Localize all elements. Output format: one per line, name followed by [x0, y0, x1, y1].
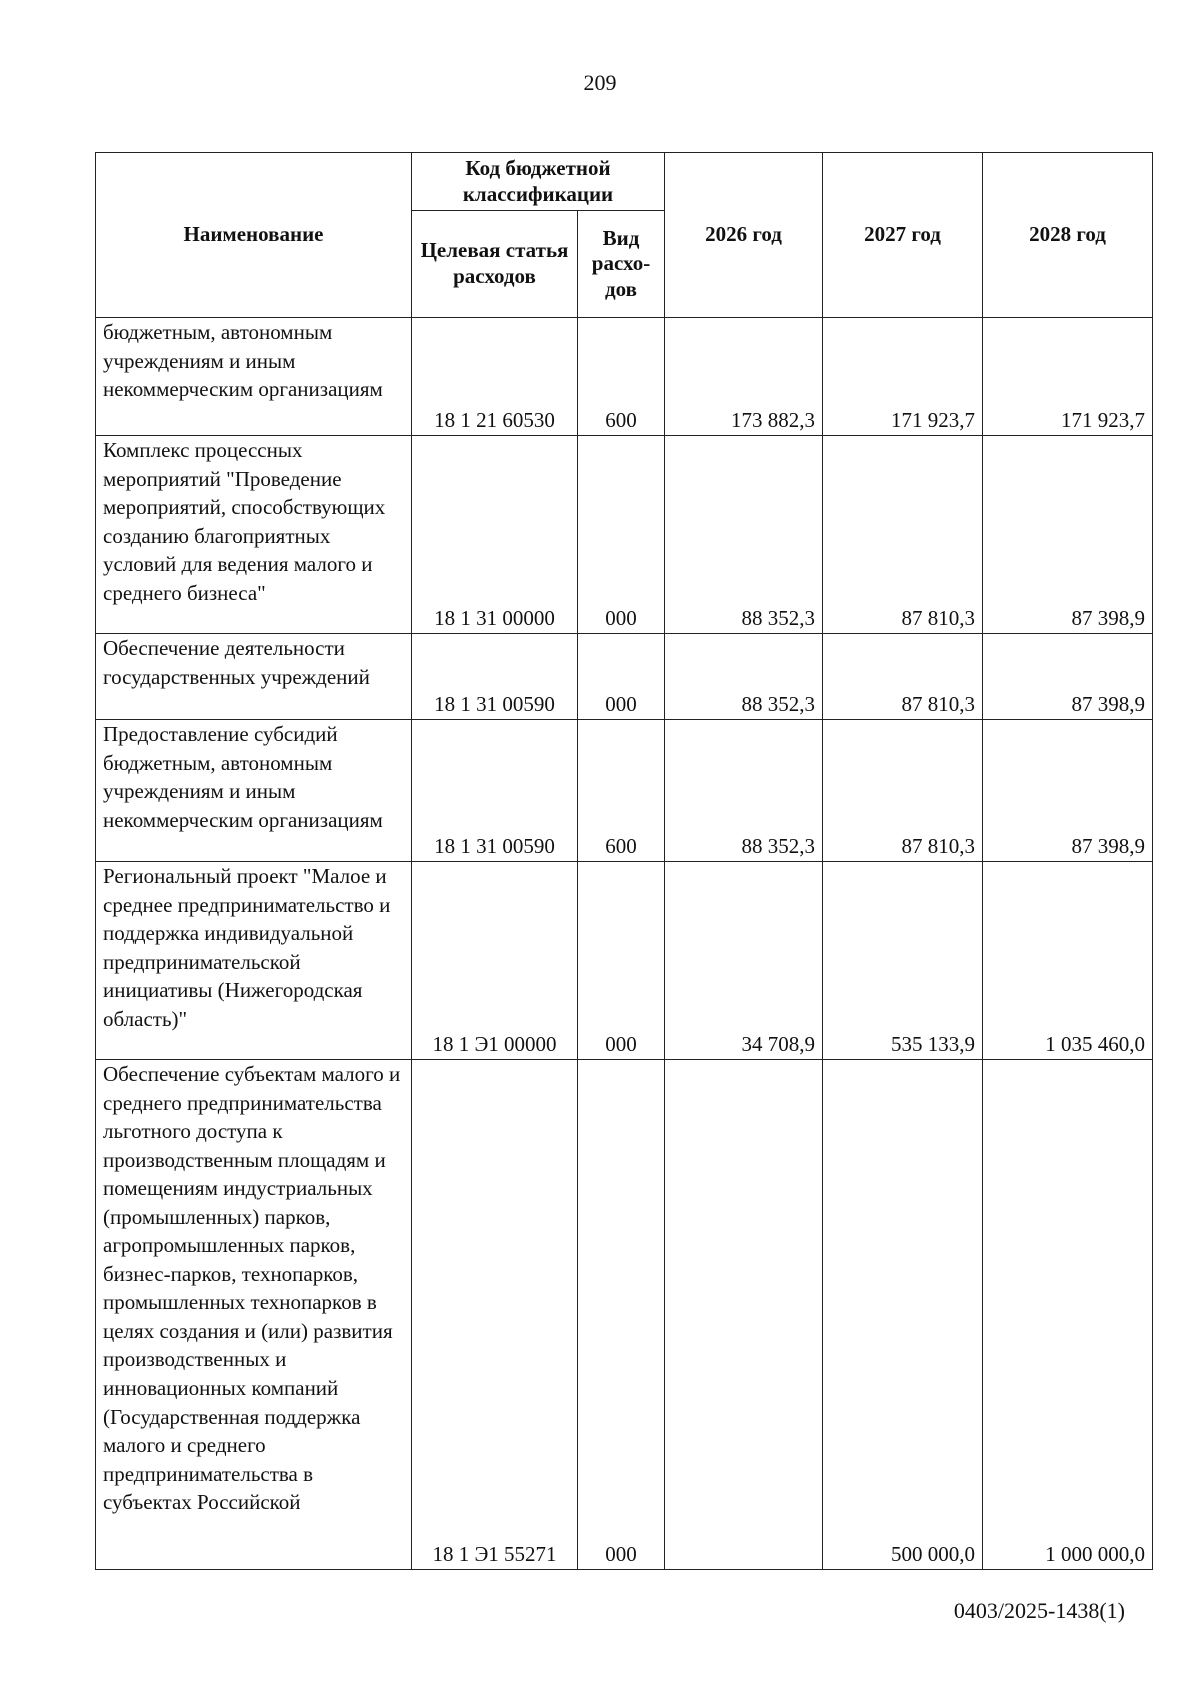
row-name: Региональный проект "Малое и среднее предпринимательство и поддержка индивидуальной предпринимательской инициативы (Нижегородская область)" — [96, 862, 412, 1060]
row-code: 18 1 31 00590 — [412, 720, 578, 862]
header-target-article: Целевая статья расходов — [412, 211, 578, 318]
header-year-2027: 2027 год — [823, 153, 983, 318]
table-row — [96, 720, 1153, 862]
row-2028: 87 398,9 — [983, 720, 1153, 862]
header-year-2028: 2028 год — [983, 153, 1153, 318]
header-expense-type: Вид расхо-дов — [578, 211, 665, 318]
row-2027: 87 810,3 — [823, 720, 983, 862]
table-row — [96, 862, 1153, 1060]
row-code: 18 1 21 60530 — [412, 318, 578, 436]
row-name: Комплекс процессных мероприятий "Проведение мероприятий, способствующих созданию благоприятных условий для ведения малого и среднего бизнеса" — [96, 436, 412, 634]
table-row — [96, 1060, 1153, 1570]
row-name: бюджетным, автономным учреждениям и иным некоммерческим организациям — [96, 318, 412, 436]
table-row — [96, 318, 1153, 436]
row-type: 000 — [578, 1060, 665, 1570]
row-code: 18 1 Э1 55271 — [412, 1060, 578, 1570]
row-type: 000 — [578, 436, 665, 634]
row-type: 000 — [578, 634, 665, 720]
row-2028: 171 923,7 — [983, 318, 1153, 436]
row-type: 600 — [578, 318, 665, 436]
row-name: Обеспечение субъектам малого и среднего предпринимательства льготного доступа к производственным площадям и помещениям индустриальных (промышленных) парков, агропромышленных парков, бизнес-парков, технопарков, промышленных технопарков в целях создания и (или) развития производственных и инновационных компаний (Государственная поддержка малого и среднего предпринимательства в субъектах Российской — [96, 1060, 412, 1570]
row-2026: 88 352,3 — [665, 720, 823, 862]
row-type: 600 — [578, 720, 665, 862]
row-2028: 87 398,9 — [983, 436, 1153, 634]
header-code-group: Код бюджетной классификации — [412, 153, 665, 211]
row-2026: 173 882,3 — [665, 318, 823, 436]
row-2026: 88 352,3 — [665, 436, 823, 634]
row-2028: 1 000 000,0 — [983, 1060, 1153, 1570]
header-name: Наименование — [96, 153, 412, 318]
row-code: 18 1 31 00590 — [412, 634, 578, 720]
row-2026 — [665, 1060, 823, 1570]
document-registration-code: 0403/2025-1438(1) — [953, 1598, 1125, 1623]
row-2027: 500 000,0 — [823, 1060, 983, 1570]
row-2027: 87 810,3 — [823, 436, 983, 634]
row-2026: 88 352,3 — [665, 634, 823, 720]
row-2028: 1 035 460,0 — [983, 862, 1153, 1060]
budget-table — [95, 152, 1153, 1570]
row-code: 18 1 31 00000 — [412, 436, 578, 634]
table-row — [96, 634, 1153, 720]
row-code: 18 1 Э1 00000 — [412, 862, 578, 1060]
row-2027: 535 133,9 — [823, 862, 983, 1060]
table-row — [96, 436, 1153, 634]
row-2028: 87 398,9 — [983, 634, 1153, 720]
row-name: Предоставление субсидий бюджетным, автономным учреждениям и иным некоммерческим организациям — [96, 720, 412, 862]
row-2027: 171 923,7 — [823, 318, 983, 436]
header-year-2026: 2026 год — [665, 153, 823, 318]
row-type: 000 — [578, 862, 665, 1060]
row-2026: 34 708,9 — [665, 862, 823, 1060]
page-number: 209 — [583, 70, 617, 95]
row-2027: 87 810,3 — [823, 634, 983, 720]
row-name: Обеспечение деятельности государственных учреждений — [96, 634, 412, 720]
